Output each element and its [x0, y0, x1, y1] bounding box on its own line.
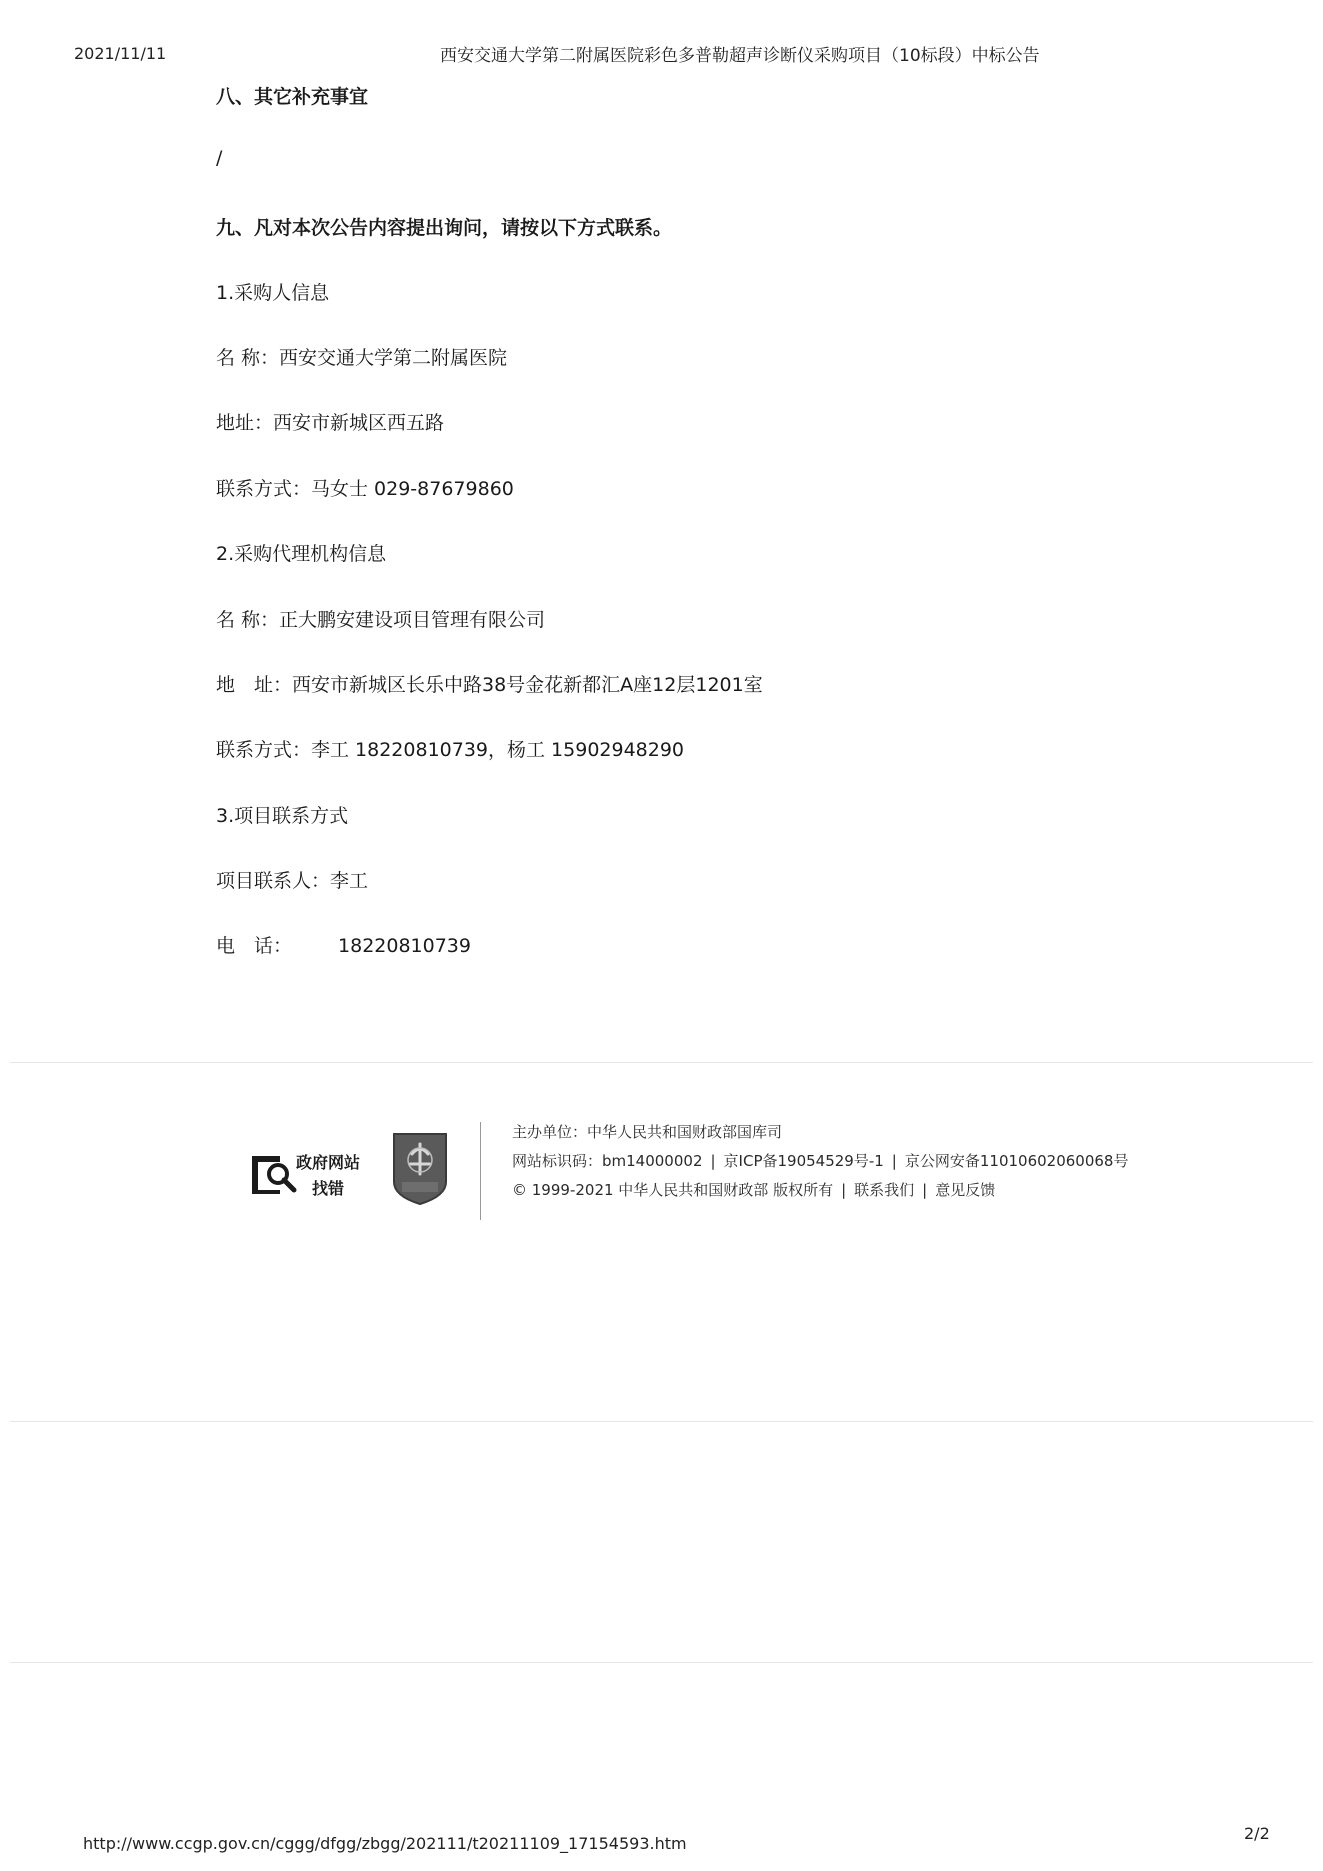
purchaser-contact: 联系方式：马女士 029-87679860 [216, 478, 514, 500]
site-footer [250, 1118, 1150, 1228]
agency-contact: 联系方式：李工 18220810739，杨工 15902948290 [216, 739, 685, 761]
page-divider [10, 1662, 1313, 1663]
phone-label: 电 话： [216, 935, 293, 957]
agency-title: 2.采购代理机构信息 [216, 543, 387, 565]
party-emblem-icon[interactable] [390, 1130, 450, 1206]
project-contact-person: 项目联系人：李工 [216, 870, 369, 892]
footer-contact-link[interactable]: 联系我们 [854, 1181, 915, 1199]
footer-sponsor: 主办单位：中华人民共和国财政部国库司 [512, 1123, 783, 1141]
footer-vertical-separator [480, 1122, 481, 1220]
footer-copyright: © 1999-2021 中华人民共和国财政部 版权所有 [512, 1181, 834, 1199]
print-date: 2021/11/11 [74, 44, 167, 63]
page-divider [10, 1421, 1313, 1422]
purchaser-title: 1.采购人信息 [216, 282, 330, 304]
badge-label-line2: 找错 [312, 1179, 345, 1198]
project-contact-title: 3.项目联系方式 [216, 805, 349, 827]
footer-feedback-link[interactable]: 意见反馈 [935, 1181, 996, 1199]
project-contact-phone [216, 931, 471, 958]
footer-icp-link[interactable]: 京ICP备19054529号-1 [723, 1152, 884, 1170]
purchaser-name: 名 称：西安交通大学第二附属医院 [216, 347, 508, 369]
footer-separator: | [710, 1152, 716, 1170]
footer-separator: | [841, 1181, 847, 1199]
agency-name: 名 称：正大鹏安建设项目管理有限公司 [216, 609, 546, 631]
purchaser-address: 地址：西安市新城区西五路 [216, 412, 445, 434]
section-heading-other-matters: 八、其它补充事宜 [216, 86, 369, 108]
print-header-title: 西安交通大学第二附属医院彩色多普勒超声诊断仪采购项目（10标段）中标公告 [440, 46, 1040, 66]
website-error-report-badge[interactable] [250, 1142, 380, 1204]
footer-info [512, 1118, 1128, 1205]
phone-value: 18220810739 [338, 935, 471, 957]
footer-police-record-link[interactable]: 京公网安备11010602060068号 [904, 1152, 1129, 1170]
print-page-url: http://www.ccgp.gov.cn/cggg/dfgg/zbgg/202111/t20211109_17154593.htm [83, 1834, 687, 1853]
agency-address: 地 址：西安市新城区长乐中路38号金花新都汇A座12层1201室 [216, 674, 763, 696]
footer-site-id: 网站标识码：bm14000002 [512, 1152, 703, 1170]
print-page-number: 2/2 [1244, 1824, 1270, 1843]
footer-copyright-row [512, 1176, 1128, 1205]
other-matters-content: / [216, 147, 223, 169]
footer-separator: | [891, 1152, 897, 1170]
footer-top-divider [10, 1062, 1313, 1063]
badge-label-line1: 政府网站 [296, 1153, 361, 1172]
magnifier-icon [250, 1152, 298, 1198]
footer-separator: | [922, 1181, 928, 1199]
section-heading-contact: 九、凡对本次公告内容提出询问，请按以下方式联系。 [216, 217, 673, 239]
footer-registration-row [512, 1147, 1128, 1176]
